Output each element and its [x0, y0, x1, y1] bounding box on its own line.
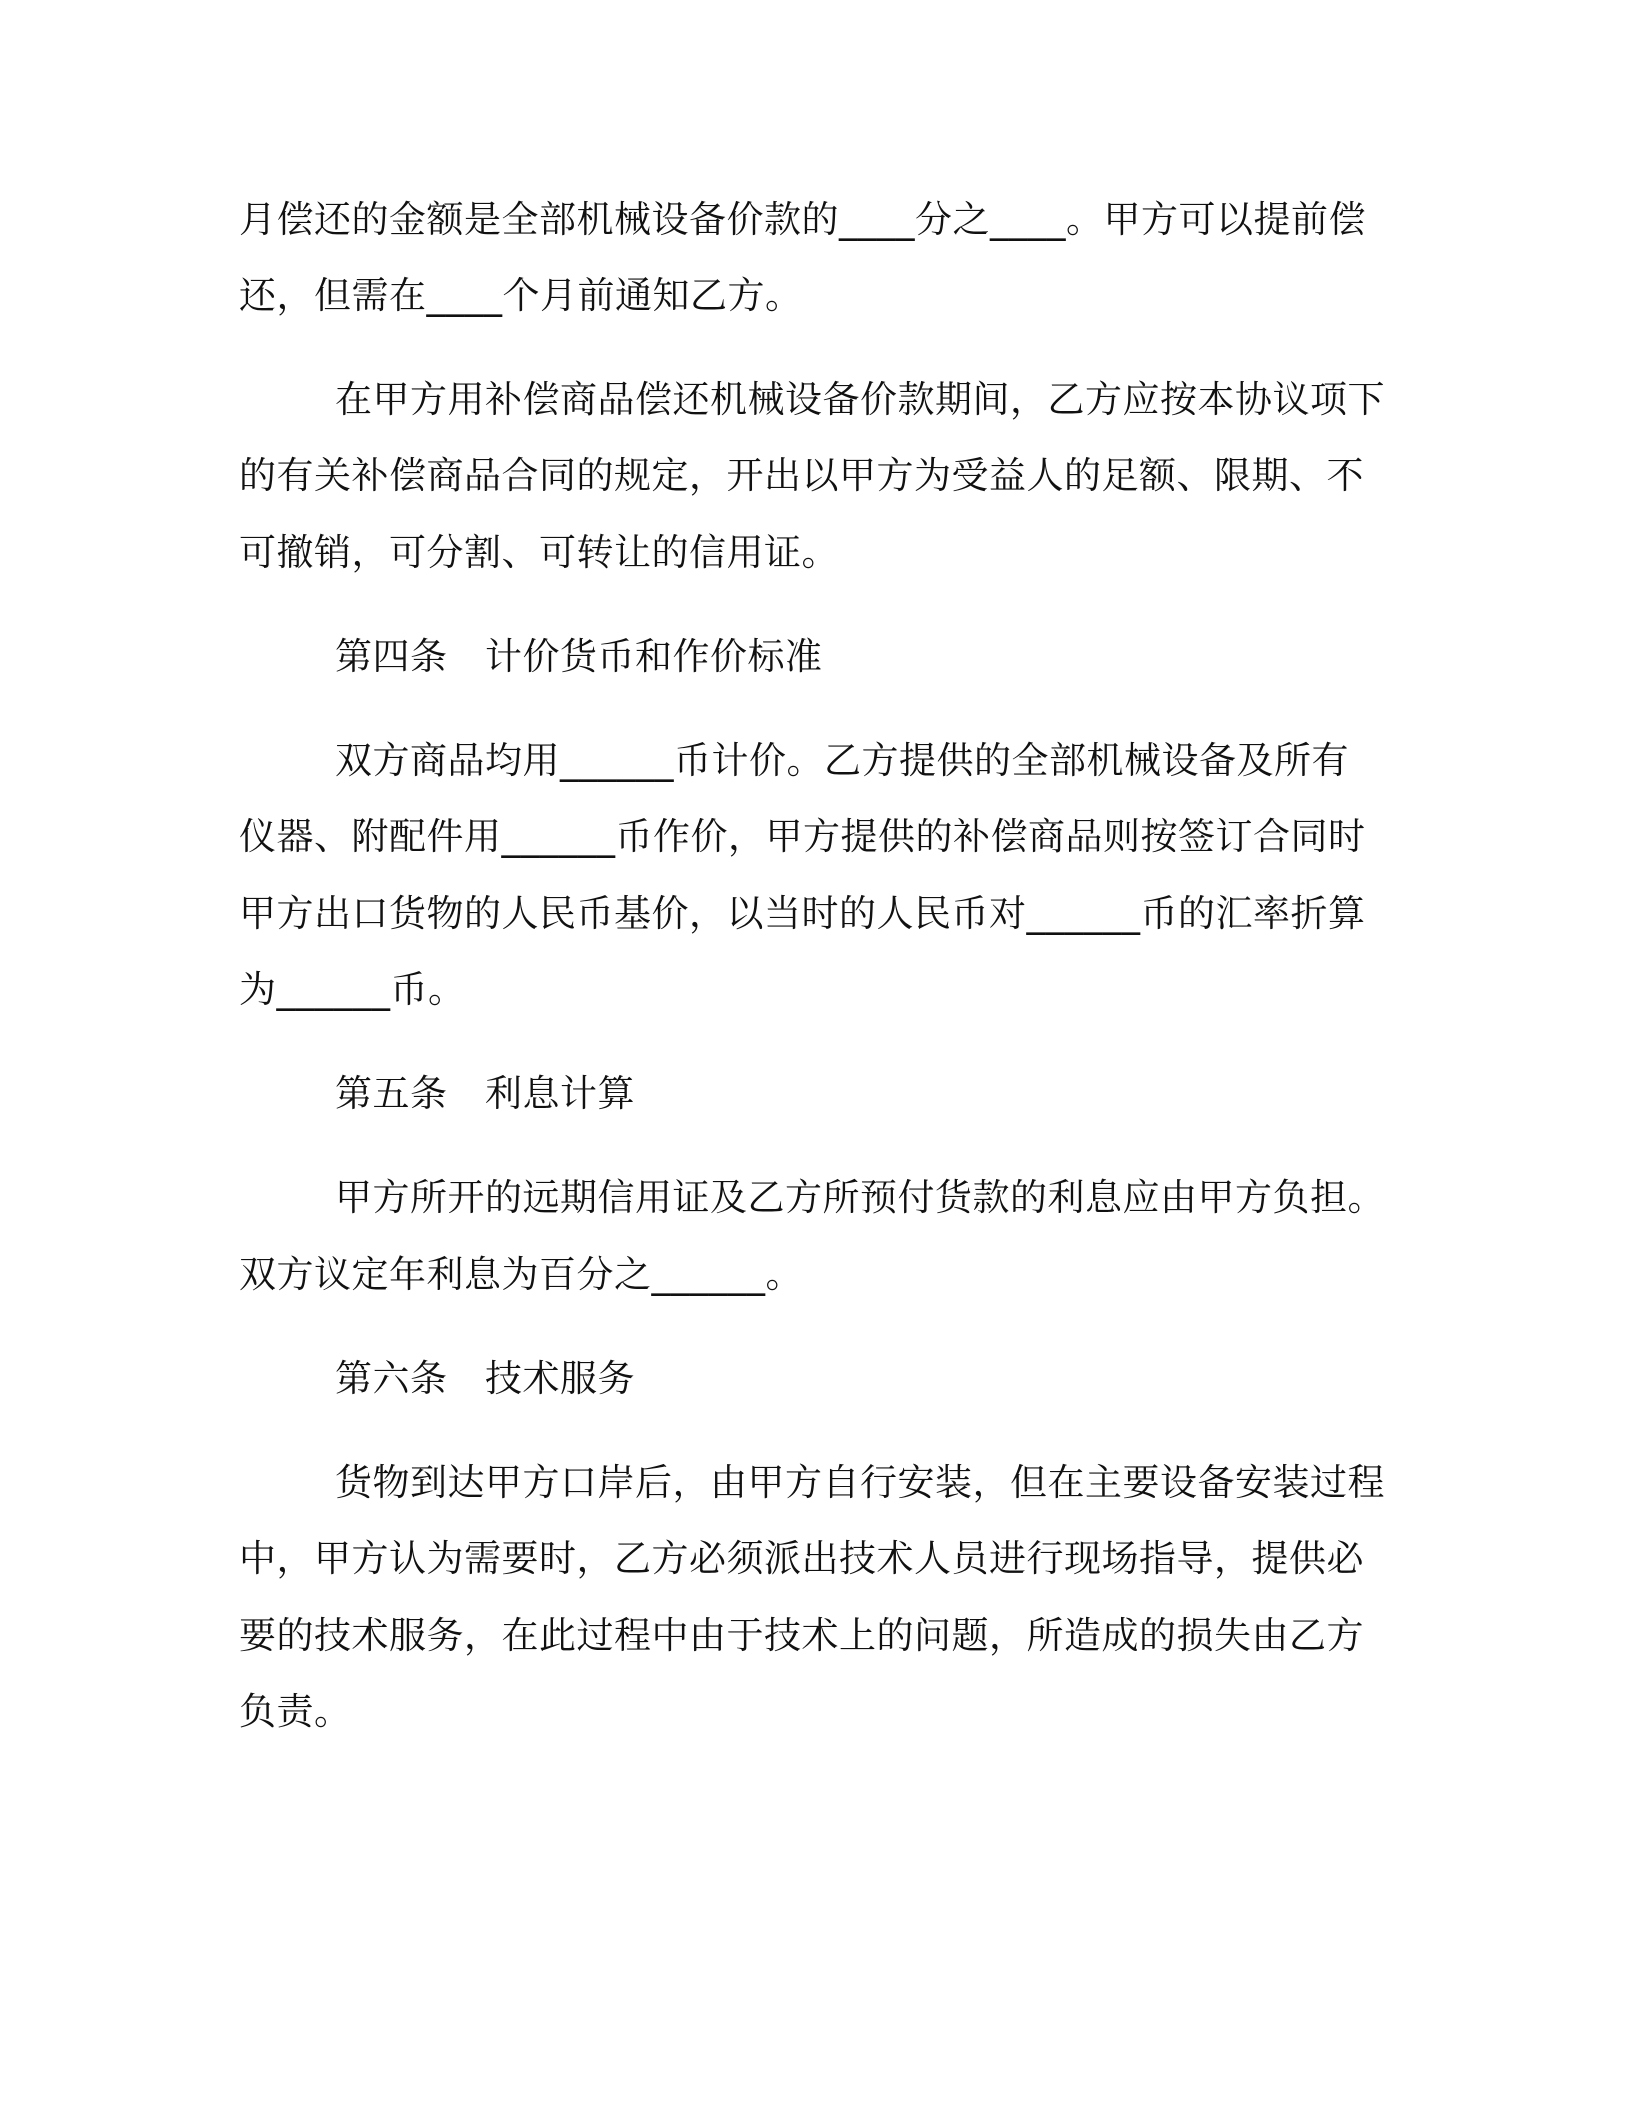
- paragraph-line: 可撤销，可分割、可转让的信用证。: [239, 531, 839, 574]
- paragraph-line: 双方商品均用______币计价。乙方提供的全部机械设备及所有: [335, 739, 1349, 782]
- paragraph-line: 月偿还的金额是全部机械设备价款的____分之____。甲方可以提前偿: [239, 198, 1366, 241]
- article-heading: 第六条 技术服务: [335, 1357, 635, 1400]
- paragraph-line: 甲方出口货物的人民币基价，以当时的人民币对______币的汇率折算: [239, 892, 1366, 935]
- article-heading: 第四条 计价货币和作价标准: [335, 635, 823, 678]
- document-page: [239, 0, 1399, 2112]
- paragraph-line: 的有关补偿商品合同的规定，开出以甲方为受益人的足额、限期、不: [239, 454, 1364, 497]
- paragraph-line: 双方议定年利息为百分之______。: [239, 1253, 803, 1296]
- paragraph-line: 甲方所开的远期信用证及乙方所预付货款的利息应由甲方负担。: [335, 1176, 1385, 1219]
- paragraph-line: 货物到达甲方口岸后，由甲方自行安装，但在主要设备安装过程: [335, 1461, 1385, 1504]
- paragraph-line: 在甲方用补偿商品偿还机械设备价款期间，乙方应按本协议项下: [335, 378, 1385, 421]
- paragraph-line: 为______币。: [239, 968, 466, 1011]
- paragraph-line: 中，甲方认为需要时，乙方必须派出技术人员进行现场指导，提供必: [239, 1537, 1364, 1580]
- article-heading: 第五条 利息计算: [335, 1072, 635, 1115]
- paragraph-line: 仪器、附配件用______币作价，甲方提供的补偿商品则按签订合同时: [239, 815, 1366, 858]
- paragraph-line: 还，但需在____个月前通知乙方。: [239, 274, 803, 317]
- paragraph-line: 负责。: [239, 1690, 352, 1733]
- paragraph-line: 要的技术服务，在此过程中由于技术上的问题，所造成的损失由乙方: [239, 1614, 1364, 1657]
